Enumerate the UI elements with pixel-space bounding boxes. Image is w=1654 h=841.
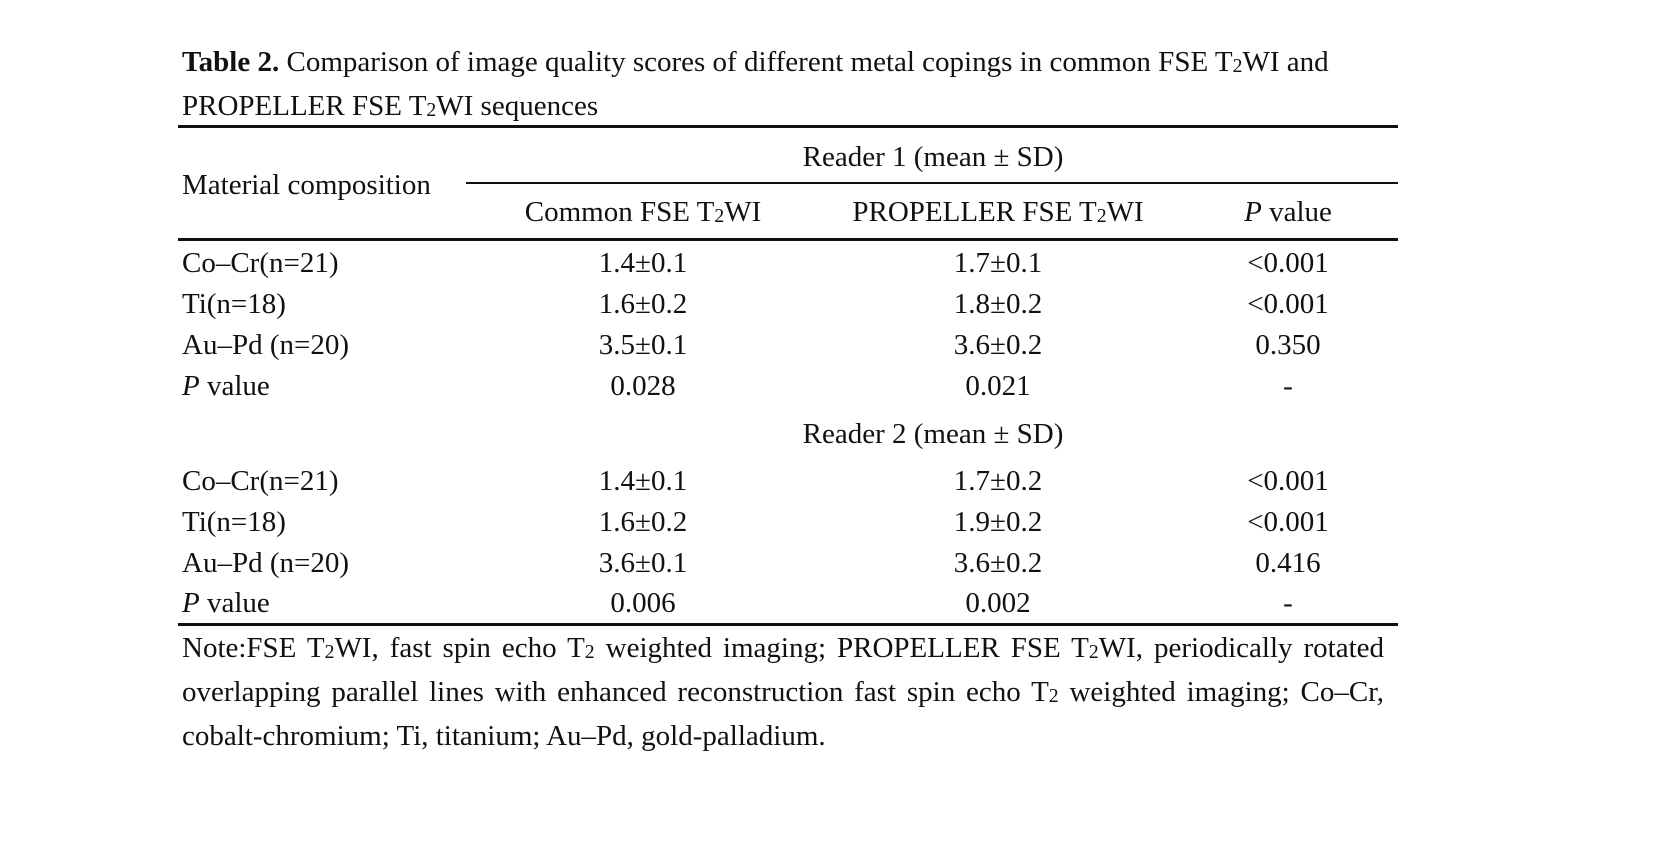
note-text: WI, periodically rotated overlapping parallel lines with enhanced reconstruction fast spin echo T bbox=[182, 632, 1384, 708]
table-cell-propeller: 3.6±0.2 bbox=[953, 329, 1043, 361]
header-reader1-group: Reader 1 (mean ± SD) bbox=[802, 141, 1064, 173]
caption-text: WI and PROPELLER FSE T bbox=[182, 46, 1329, 122]
header-common-fse bbox=[478, 195, 808, 232]
note-text: weighted imaging; PROPELLER FSE T bbox=[594, 632, 1089, 664]
header-text: WI bbox=[724, 196, 762, 228]
table-cell-material: Ti(n=18) bbox=[182, 506, 286, 538]
table-cell-p: <0.001 bbox=[1247, 247, 1329, 279]
header-text: PROPELLER FSE T bbox=[852, 196, 1097, 228]
caption-subscript: 2 bbox=[426, 99, 437, 122]
header-propeller-fse bbox=[818, 195, 1178, 232]
header-material-composition: Material composition bbox=[182, 169, 431, 201]
bottom-rule bbox=[178, 623, 1398, 626]
table-cell-p: 0.350 bbox=[1255, 329, 1321, 361]
table-cell-p: <0.001 bbox=[1247, 506, 1329, 538]
top-rule bbox=[178, 125, 1398, 128]
header-group-rule bbox=[466, 182, 1398, 184]
table-cell-common: 1.6±0.2 bbox=[598, 506, 688, 538]
caption-subscript: 2 bbox=[1232, 55, 1243, 78]
header-subscript: 2 bbox=[1096, 205, 1107, 228]
header-text: value bbox=[1261, 196, 1332, 228]
p-label-text: value bbox=[199, 370, 270, 402]
note-text: Note:FSE T bbox=[182, 632, 325, 664]
table-cell-propeller: 1.7±0.1 bbox=[953, 247, 1043, 279]
table-cell-material: Au–Pd (n=20) bbox=[182, 329, 349, 361]
table-cell-material: Co–Cr(n=21) bbox=[182, 465, 339, 497]
table-cell-material: Ti(n=18) bbox=[182, 288, 286, 320]
caption-label: Table 2. bbox=[182, 46, 280, 78]
table-cell-propeller: 0.021 bbox=[965, 370, 1031, 402]
header-bottom-rule bbox=[178, 238, 1398, 241]
table-cell-material: Co–Cr(n=21) bbox=[182, 247, 339, 279]
table-cell-propeller: 1.9±0.2 bbox=[953, 506, 1043, 538]
table-caption bbox=[182, 42, 1394, 130]
table-cell-common: 1.4±0.1 bbox=[598, 465, 688, 497]
note-subscript: 2 bbox=[324, 641, 335, 664]
header-reader2-group: Reader 2 (mean ± SD) bbox=[802, 418, 1064, 450]
table-cell-propeller: 3.6±0.2 bbox=[953, 547, 1043, 579]
table-cell-propeller: 0.002 bbox=[965, 587, 1031, 619]
table-cell-p: <0.001 bbox=[1247, 465, 1329, 497]
note-subscript: 2 bbox=[1088, 641, 1099, 664]
header-p-value bbox=[1218, 195, 1358, 229]
header-text: WI bbox=[1106, 196, 1144, 228]
note-text: WI, fast spin echo T bbox=[334, 632, 585, 664]
table-cell-p-label bbox=[182, 586, 270, 620]
table-cell-propeller: 1.7±0.2 bbox=[953, 465, 1043, 497]
caption-text: Comparison of image quality scores of different metal copings in common FSE T bbox=[279, 46, 1233, 78]
note-subscript: 2 bbox=[584, 641, 595, 664]
header-subscript: 2 bbox=[714, 205, 725, 228]
table-cell-p: 0.416 bbox=[1255, 547, 1321, 579]
header-italic-p: P bbox=[1244, 196, 1262, 228]
table-cell-p: - bbox=[1283, 370, 1293, 402]
table-cell-common: 1.6±0.2 bbox=[598, 288, 688, 320]
table-cell-common: 1.4±0.1 bbox=[598, 247, 688, 279]
table-cell-p-label bbox=[182, 369, 270, 403]
note-subscript: 2 bbox=[1048, 685, 1059, 708]
table-cell-common: 3.5±0.1 bbox=[598, 329, 688, 361]
caption-text: WI sequences bbox=[436, 90, 599, 122]
table-cell-propeller: 1.8±0.2 bbox=[953, 288, 1043, 320]
table-cell-common: 3.6±0.1 bbox=[598, 547, 688, 579]
table-note bbox=[182, 628, 1384, 757]
p-italic: P bbox=[182, 587, 200, 619]
table-cell-p: - bbox=[1283, 587, 1293, 619]
p-italic: P bbox=[182, 370, 200, 402]
table-cell-common: 0.006 bbox=[610, 587, 676, 619]
table-cell-material: Au–Pd (n=20) bbox=[182, 547, 349, 579]
table-cell-p: <0.001 bbox=[1247, 288, 1329, 320]
p-label-text: value bbox=[199, 587, 270, 619]
note-text: weighted imaging; Co–Cr, cobalt-chromium; Ti, titanium; Au–Pd, gold-palladium. bbox=[182, 676, 1384, 752]
table-cell-common: 0.028 bbox=[610, 370, 676, 402]
header-text: Common FSE T bbox=[524, 196, 715, 228]
